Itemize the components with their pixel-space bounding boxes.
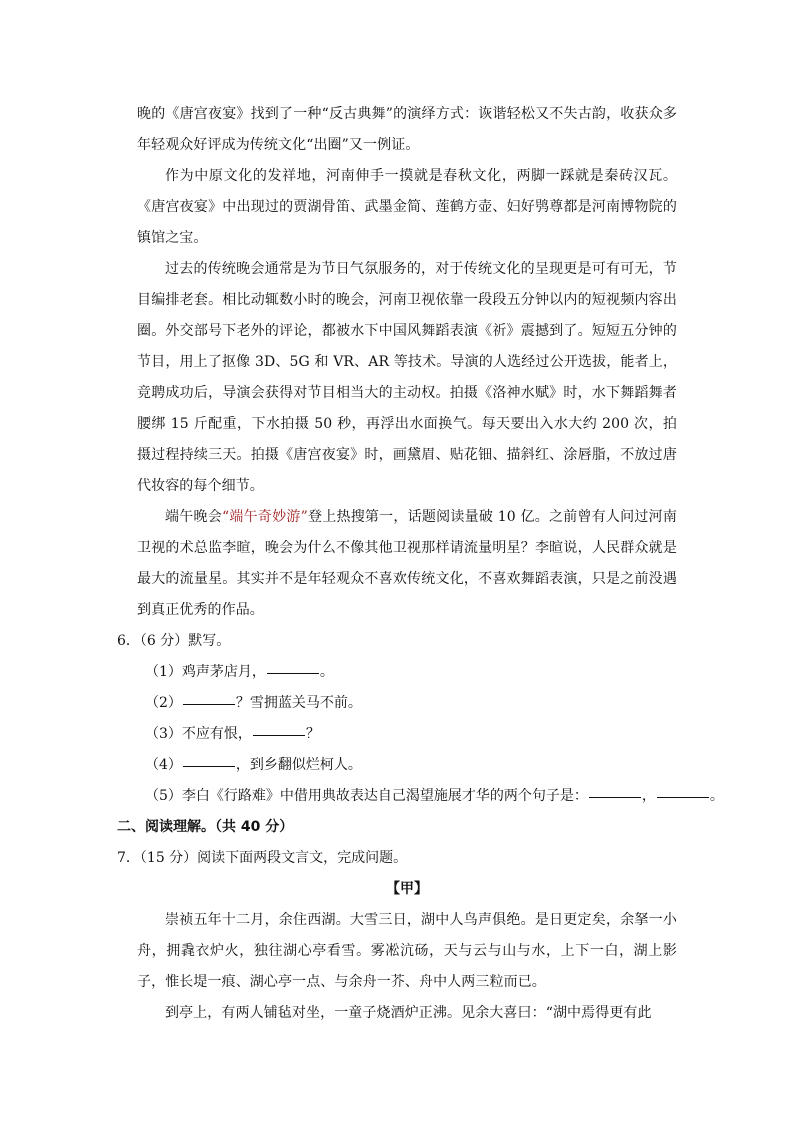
item-4-text: ，到乡翻似烂柯人。	[235, 757, 362, 773]
document-body	[117, 99, 724, 1029]
passage-paragraph-4-start: 端午晚会	[165, 509, 222, 525]
passage-paragraph-2: 作为中原文化的发祥地，河南伸手一摸就是春秋文化，两脚一踩就是秦砖汉瓦。《唐宫夜宴》中出现过的贾湖骨笛、武墨金简、莲鹤方壶、妇好鸮尊都是河南博物院的镇馆之宝。	[137, 168, 677, 246]
item-5-text: （5）李白《行路难》中借用典故表达自己渴望施展才华的两个句子是：	[145, 788, 588, 804]
item-4-number: （4）	[145, 757, 182, 773]
passage-paragraph-3: 过去的传统晚会通常是为节日气氛服务的，对于传统文化的呈现更是可有可无，节目编排老套。相比动辄数小时的晚会，河南卫视依靠一段段五分钟以内的短视频内容出圈。外交部号下老外的评论，都被水下中国风舞蹈表演《祈》震撼到了。短短五分钟的节目，用上了抠像 3D、5G 和 VR、AR 等技术。导演的人选经过公开选拔，能者上，竞聘成功后，导演会获得对节目相当大的主动权。拍摄《洛神水赋》时，水下舞蹈舞者腰绑 15 斤配重，下水拍摄 50 秒，再浮出水面换气。每天要出入水大约 200 次，拍摄过程持续三天。拍摄《唐宫夜宴》时，画黛眉、贴花钿、描斜红、涂唇脂，不放过唐代妆容的每个细节。	[137, 261, 677, 494]
answer-blank[interactable]	[183, 703, 235, 705]
question-6-item-3	[137, 719, 677, 750]
answer-blank[interactable]	[183, 765, 235, 767]
passage-jia-title: 【甲】	[386, 881, 428, 897]
answer-blank[interactable]	[589, 796, 641, 798]
item-5-separator: ，	[641, 788, 656, 804]
answer-blank[interactable]	[253, 734, 305, 736]
item-2-number: （2）	[145, 695, 182, 711]
item-3-end: ？	[305, 726, 320, 742]
classical-paragraph-1: 崇祯五年十二月，余住西湖。大雪三日，湖中人鸟声俱绝。是日更定矣，余拏一小舟，拥毳衣炉火，独往湖心亭看雪。雾凇沆砀，天与云与山与水，上下一白，湖上影子，惟长堤一痕、湖心亭一点、与余舟一芥、舟中人两三粒而已。	[137, 912, 677, 990]
passage-quote-title: “端午奇妙游”	[221, 509, 308, 525]
passage-paragraph-4	[137, 502, 677, 626]
passage-paragraph-1: 晚的《唐宫夜宴》找到了一种“反古典舞”的演绎方式：诙谐轻松又不失古韵，收获众多年轻观众好评成为传统文化“出圈”又一例证。	[137, 106, 677, 153]
question-6-item-5	[137, 781, 724, 812]
answer-blank[interactable]	[657, 796, 709, 798]
classical-paragraph-2: 到亭上，有两人铺毡对坐，一童子烧酒炉正沸。见余大喜曰：“湖中焉得更有此	[165, 1005, 652, 1021]
question-6-item-1	[137, 657, 677, 688]
answer-blank[interactable]	[267, 672, 319, 674]
question-6-item-2	[137, 688, 677, 719]
item-1-end: 。	[319, 664, 334, 680]
item-3-text: （3）不应有恨，	[145, 726, 252, 742]
question-6-heading: 6．（6 分）默写。	[117, 633, 231, 649]
item-5-end: 。	[709, 788, 724, 804]
item-2-text: ？雪拥蓝关马不前。	[235, 695, 362, 711]
section-heading-reading: 二、阅读理解。（共 40 分）	[117, 819, 294, 835]
item-1-text: （1）鸡声茅店月，	[145, 664, 266, 680]
question-7-heading: 7．（15 分）阅读下面两段文言文，完成问题。	[117, 850, 408, 866]
question-6-item-4	[137, 750, 677, 781]
passage-paragraph-4-rest: 登上热搜第一，话题阅读量破 10 亿。之前曾有人问过河南卫视的术总监李暄，晚会为什么不像其他卫视那样请流量明星？李暄说，人民群众就是最大的流量星。其实并不是年轻观众不喜欢传统文化，不喜欢舞蹈表演，只是之前没遇到真正优秀的作品。	[137, 509, 677, 618]
